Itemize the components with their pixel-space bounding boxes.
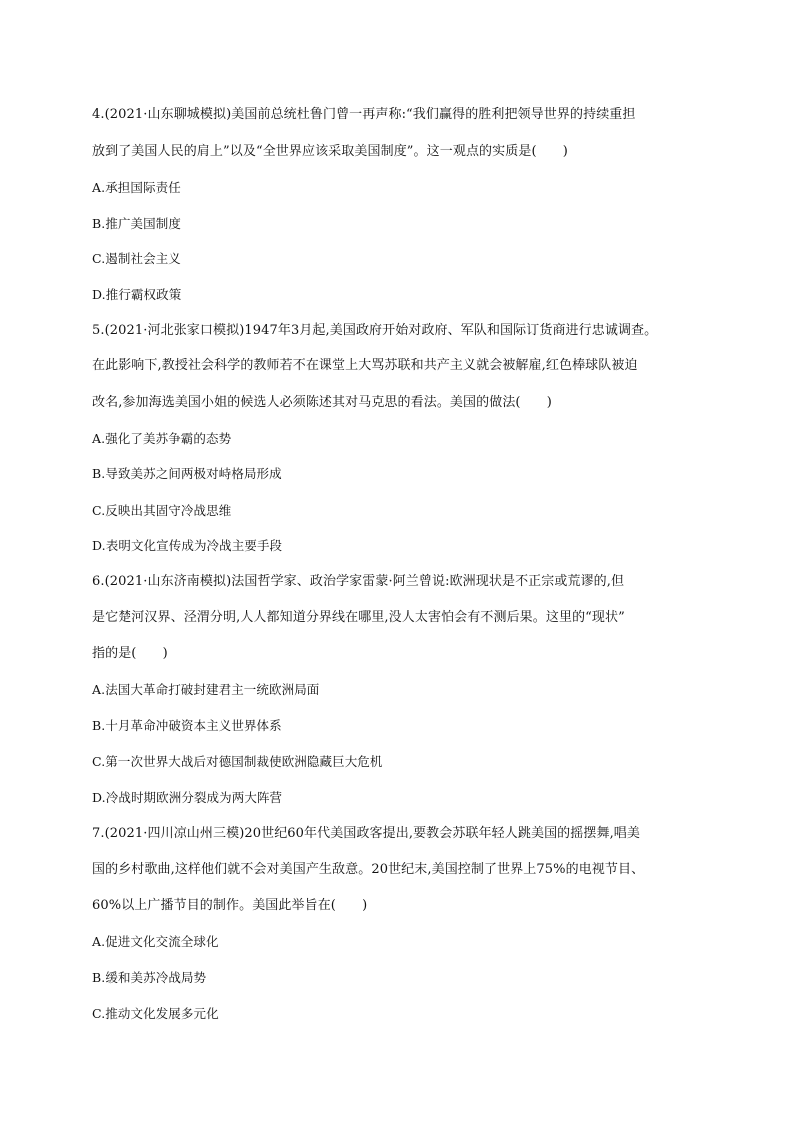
question-4-option-c: C.遏制社会主义 [92, 251, 181, 266]
question-7-stem-line-2: 国的乡村歌曲,这样他们就不会对美国产生敌意。20世纪末,美国控制了世界上75%的电视节目、 [92, 862, 645, 877]
question-4-stem-line-2: 放到了美国人民的肩上”以及“全世界应该采取美国制度”。这一观点的实质是( ) [92, 144, 568, 159]
question-5-option-b: B.导致美苏之间两极对峙格局形成 [92, 466, 282, 481]
question-6-stem-line-1: 6.(2021·山东济南模拟)法国哲学家、政治学家雷蒙·阿兰曾说:欧洲现状是不正宗或荒谬的,但 [92, 574, 625, 589]
question-4-option-a: A.承担国际责任 [92, 180, 181, 195]
question-5-stem-line-1: 5.(2021·河北张家口模拟)1947年3月起,美国政府开始对政府、军队和国际订货商进行忠诚调查。 [92, 323, 658, 338]
question-5-stem-line-3: 改名,参加海选美国小姐的候选人必须陈述其对马克思的看法。美国的做法( ) [92, 395, 552, 410]
question-5-stem-line-2: 在此影响下,教授社会科学的教师若不在课堂上大骂苏联和共产主义就会被解雇,红色棒球队被迫 [92, 358, 638, 373]
question-7-option-b: B.缓和美苏冷战局势 [92, 970, 207, 985]
question-7-stem-line-1: 7.(2021·四川凉山州三模)20世纪60年代美国政客提出,要教会苏联年轻人跳美国的摇摆舞,唱美 [92, 826, 641, 841]
question-5-option-c: C.反映出其固守冷战思维 [92, 503, 232, 518]
question-6-option-b: B.十月革命冲破资本主义世界体系 [92, 718, 282, 733]
question-6-option-c: C.第一次世界大战后对德国制裁使欧洲隐藏巨大危机 [92, 754, 383, 769]
question-6-stem-line-2: 是它楚河汉界、泾渭分明,人人都知道分界线在哪里,没人太害怕会有不测后果。这里的“现状” [92, 610, 625, 625]
question-4-option-d: D.推行霸权政策 [92, 287, 182, 302]
question-7-option-c: C.推动文化发展多元化 [92, 1006, 219, 1021]
question-6-option-a: A.法国大革命打破封建君主一统欧洲局面 [92, 682, 320, 697]
question-4-option-b: B.推广美国制度 [92, 216, 181, 231]
question-5-option-a: A.强化了美苏争霸的态势 [92, 431, 232, 446]
question-6-option-d: D.冷战时期欧洲分裂成为两大阵营 [92, 790, 283, 805]
question-6-stem-line-3: 指的是( ) [92, 646, 168, 661]
question-7-stem-line-3: 60%以上广播节目的制作。美国此举旨在( ) [92, 898, 368, 913]
question-7-option-a: A.促进文化交流全球化 [92, 934, 219, 949]
question-5-option-d: D.表明文化宣传成为冷战主要手段 [92, 538, 283, 553]
question-4-stem-line-1: 4.(2021·山东聊城模拟)美国前总统杜鲁门曾一再声称:“我们赢得的胜利把领导世界的持续重担 [92, 107, 636, 122]
